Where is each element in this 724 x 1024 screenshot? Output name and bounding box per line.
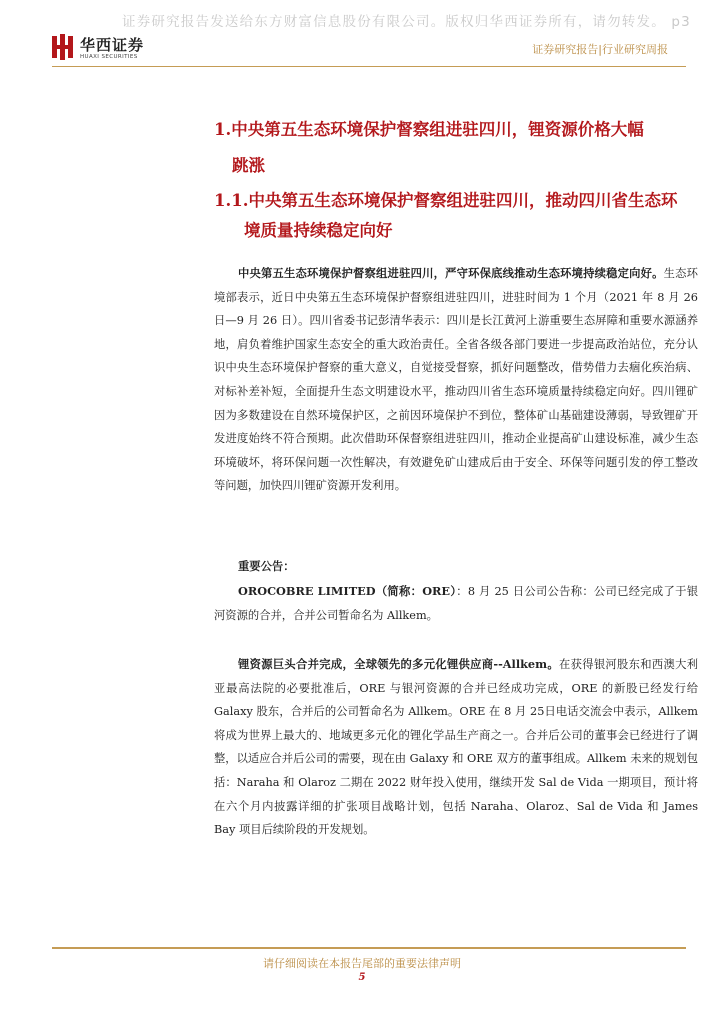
paragraph-inspection <box>214 262 698 498</box>
section-heading-1-1 <box>214 186 694 246</box>
paragraph-orocobre-lead: OROCOBRE LIMITED（简称：ORE） <box>238 584 457 598</box>
legal-disclaimer-note: 请仔细阅读在本报告尾部的重要法律声明 <box>263 957 461 970</box>
section-heading-1-line2: 跳涨 <box>232 156 265 175</box>
paragraph-inspection-lead: 中央第五生态环境保护督察组进驻四川，严守环保底线推动生态环境持续稳定向好。 <box>238 266 664 280</box>
paragraph-orocobre-body: ：8 月 25 日公司公告称：公司已经完成了于银河资源的合并，合并公司暂命名为 Allkem。 <box>214 585 698 622</box>
watermark: 证券研究报告发送给东方财富信息股份有限公司。版权归华西证券所有，请勿转发。 p3 <box>122 14 691 30</box>
paragraph-allkem <box>214 653 698 842</box>
section-heading-1-line1: 1.中央第五生态环境保护督察组进驻四川，锂资源价格大幅 <box>214 120 644 139</box>
paragraph-allkem-body: 在获得银河股东和西澳大利亚最高法院的必要批准后，ORE 与银河资源的合并已经成功完成，ORE 的新股已经发行给 Galaxy 股东，合并后的公司暂命名为 Allkem。ORE 在 8 月 25日电话交流会中表示，Allkem 将成为世界上最大的、地域更多元化的锂化学品生产商之一。合并后公司的董事会已经进行了调整，以适应合并后公司的需要，现在由 Galaxy 和 ORE 双方的董事组成。Allkem 未来的规划包括：Naraha 和 Olaroz 二期在 2022 财年投入使用，继续开发 Sal de Vida 一期项目，预计将在六个月内披露详细的扩张项目战略计划，包括 Naraha、Olaroz、Sal de Vida 和 James Bay 项目后续阶段的开发规划。 <box>214 658 698 837</box>
page-number: 5 <box>358 972 366 983</box>
announcement-label: 重要公告： <box>238 559 295 573</box>
huaxi-logo-icon <box>52 34 74 60</box>
section-heading-1-1-line2: 境质量持续稳定向好 <box>244 221 393 240</box>
brand-name-en: HUAXI SECURITIES <box>80 54 138 60</box>
footer-divider <box>52 947 686 949</box>
paragraph-inspection-body: 生态环境部表示，近日中央第五生态环境保护督察组进驻四川，进驻时间为 1 个月（2021 年 8 月 26 日—9 月 26 日）。四川省委书记彭清华表示：四川是长江黄河上游重要生态屏障和重要水源涵养地，肩负着维护国家生态安全的重大政治责任。全省各级各部门要进一步提高政治站位，充分认识中央生态环境保护督察的重大意义，自觉接受督察，抓好问题整改，借势借力去痼化疾治病、对标补差补短，全面提升生态文明建设水平，推动四川省生态环境质量持续稳定向好。四川锂矿因为多数建设在自然环境保护区，之前因环境保护不到位，整体矿山基础建设薄弱，导致锂矿开发进度始终不符合预期。此次借助环保督察组进驻四川，推动企业提高矿山建设标准，减少生态环境破坏，将环保问题一次性解决，有效避免矿山建成后由于安全、环保等问题引发的停工整改等问题，加快四川锂矿资源开发利用。 <box>214 267 698 493</box>
report-type-tag: 证券研究报告|行业研究周报 <box>532 43 668 56</box>
header-divider <box>52 66 686 67</box>
paragraph-allkem-lead: 锂资源巨头合并完成，全球领先的多元化锂供应商--Allkem。 <box>238 657 559 671</box>
paragraph-orocobre <box>214 580 698 627</box>
brand-name-cn: 华西证券 <box>80 36 145 54</box>
section-heading-1-1-line1: 1.1.中央第五生态环境保护督察组进驻四川，推动四川省生态环 <box>214 191 678 210</box>
section-heading-1 <box>214 112 694 184</box>
